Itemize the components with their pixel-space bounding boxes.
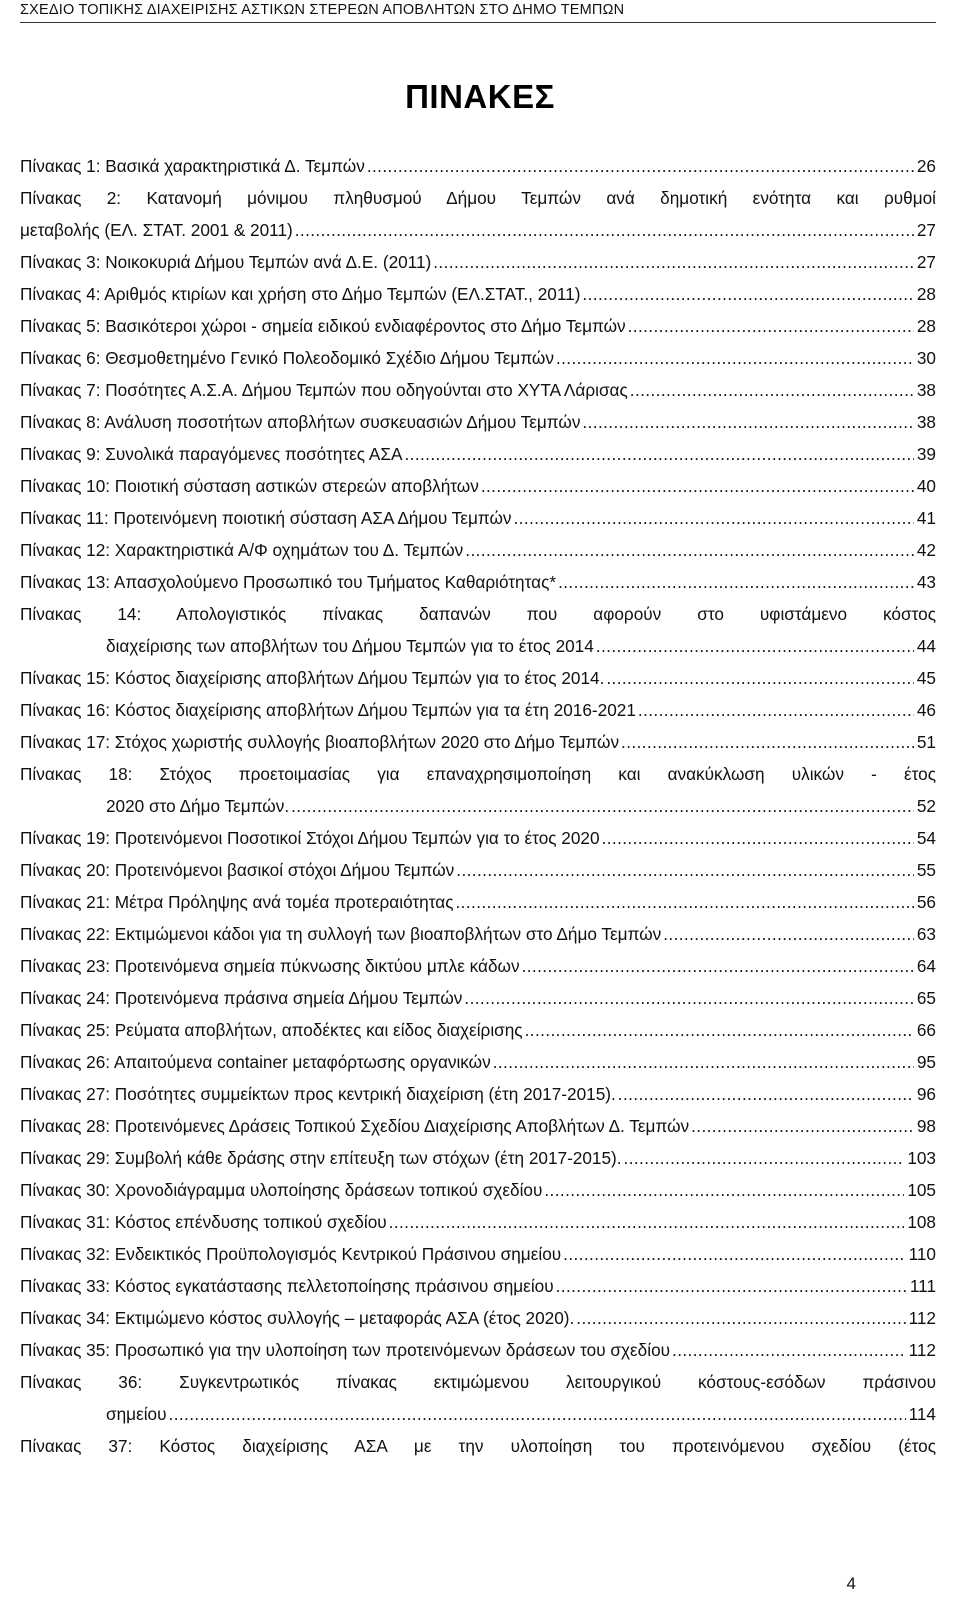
toc-entry[interactable] — [20, 1270, 936, 1302]
toc-entry[interactable] — [20, 470, 936, 502]
toc-entry[interactable] — [20, 950, 936, 982]
toc-entry-page: 66 — [916, 1020, 936, 1040]
toc-entry-text: Πίνακας 2: Κατανομή μόνιμου πληθυσμού Δήμου Τεμπών ανά δημοτική ενότητα και ρυθμοί — [20, 188, 936, 208]
dot-leader — [464, 982, 913, 1014]
toc-entry-page: 110 — [908, 1244, 936, 1264]
dot-leader — [389, 1206, 905, 1238]
toc-entry[interactable] — [20, 374, 936, 406]
toc-entry-page: 30 — [916, 348, 936, 368]
toc-entry-text: Πίνακας 8: Ανάλυση ποσοτήτων αποβλήτων συσκευασιών Δήμου Τεμπών — [20, 412, 581, 432]
table-of-tables — [20, 150, 936, 1462]
dot-leader — [525, 1014, 914, 1046]
dot-leader — [663, 918, 914, 950]
toc-entry-text: Πίνακας 27: Ποσότητες συμμείκτων προς κεντρική διαχείριση (έτη 2017-2015). — [20, 1084, 616, 1104]
dot-leader — [602, 822, 914, 854]
toc-entry[interactable] — [20, 278, 936, 310]
toc-entry-text: Πίνακας 32: Ενδεικτικός Προϋπολογισμός Κεντρικού Πράσινου σημείου — [20, 1244, 562, 1264]
dot-leader — [493, 1046, 914, 1078]
dot-leader — [465, 534, 914, 566]
toc-entry[interactable] — [20, 1334, 936, 1366]
toc-entry-text: Πίνακας 20: Προτεινόμενοι βασικοί στόχοι Δήμου Τεμπών — [20, 860, 455, 880]
dot-leader — [691, 1110, 914, 1142]
toc-entry-text: Πίνακας 12: Χαρακτηριστικά Α/Φ οχημάτων του Δ. Τεμπών — [20, 540, 464, 560]
toc-entry-page: 114 — [908, 1404, 936, 1424]
dot-leader — [563, 1238, 905, 1270]
toc-entry[interactable] — [20, 1238, 936, 1270]
toc-entry-text: Πίνακας 5: Βασικότεροι χώροι - σημεία ειδικού ενδιαφέροντος στο Δήμο Τεμπών — [20, 316, 626, 336]
toc-entry-page: 45 — [916, 668, 936, 688]
toc-entry-text: Πίνακας 34: Εκτιμώμενο κόστος συλλογής – μεταφοράς ΑΣΑ (έτος 2020). — [20, 1308, 575, 1328]
toc-entry-text: Πίνακας 11: Προτεινόμενη ποιοτική σύσταση ΑΣΑ Δήμου Τεμπών — [20, 508, 512, 528]
toc-entry[interactable] — [20, 1014, 936, 1046]
toc-entry-page: 46 — [916, 700, 936, 720]
toc-entry-text: μεταβολής (ΕΛ. ΣΤΑΤ. 2001 & 2011) — [20, 220, 293, 240]
toc-entry[interactable] — [20, 1366, 936, 1430]
toc-entry[interactable] — [20, 982, 936, 1014]
toc-entry[interactable] — [20, 822, 936, 854]
dot-leader — [456, 854, 914, 886]
toc-entry-text: διαχείρισης των αποβλήτων του Δήμου Τεμπών για το έτος 2014 — [106, 636, 594, 656]
toc-entry[interactable] — [20, 758, 936, 822]
toc-entry[interactable] — [20, 694, 936, 726]
toc-entry[interactable] — [20, 1174, 936, 1206]
toc-entry-page: 65 — [916, 988, 936, 1008]
dot-leader — [513, 502, 913, 534]
toc-entry-page: 26 — [916, 156, 936, 176]
toc-entry-page: 112 — [908, 1340, 936, 1360]
toc-entry[interactable] — [20, 1302, 936, 1334]
dot-leader — [621, 726, 914, 758]
toc-entry[interactable] — [20, 246, 936, 278]
toc-entry-text: Πίνακας 31: Κόστος επένδυσης τοπικού σχεδίου — [20, 1212, 387, 1232]
dot-leader — [367, 150, 914, 182]
toc-entry-page: 51 — [916, 732, 936, 752]
toc-entry[interactable] — [20, 726, 936, 758]
toc-entry-page: 52 — [916, 796, 936, 816]
toc-entry-text: Πίνακας 13: Απασχολούμενο Προσωπικό του Τμήματος Καθαριότητας* — [20, 572, 557, 592]
toc-entry[interactable] — [20, 534, 936, 566]
running-header: ΣΧΕΔΙΟ ΤΟΠΙΚΗΣ ΔΙΑΧΕΙΡΙΣΗΣ ΑΣΤΙΚΩΝ ΣΤΕΡΕΩΝ ΑΠΟΒΛΗΤΩΝ ΣΤΟ ΔΗΜΟ ΤΕΜΠΩΝ — [20, 2, 625, 18]
dot-leader — [582, 406, 913, 438]
toc-entry-page: 28 — [916, 284, 936, 304]
toc-entry-text: Πίνακας 25: Ρεύματα αποβλήτων, αποδέκτες και είδος διαχείρισης — [20, 1020, 523, 1040]
toc-entry-text: Πίνακας 19: Προτεινόμενοι Ποσοτικοί Στόχοι Δήμου Τεμπών για το έτος 2020 — [20, 828, 600, 848]
header-divider — [20, 22, 936, 23]
dot-leader — [404, 438, 913, 470]
toc-entry-text: Πίνακας 17: Στόχος χωριστής συλλογής βιοαποβλήτων 2020 στο Δήμο Τεμπών — [20, 732, 620, 752]
dot-leader — [576, 1302, 905, 1334]
dot-leader — [522, 950, 914, 982]
toc-entry-text: Πίνακας 15: Κόστος διαχείρισης αποβλήτων Δήμου Τεμπών για το έτος 2014. — [20, 668, 605, 688]
dot-leader — [672, 1334, 906, 1366]
toc-entry-page: 105 — [907, 1180, 936, 1200]
page-number: 4 — [846, 1574, 856, 1593]
toc-entry[interactable] — [20, 854, 936, 886]
toc-entry-page: 63 — [916, 924, 936, 944]
toc-entry-page: 40 — [916, 476, 936, 496]
toc-entry[interactable] — [20, 1078, 936, 1110]
toc-entry[interactable] — [20, 406, 936, 438]
toc-entry-text: Πίνακας 35: Προσωπικό για την υλοποίηση των προτεινόμενων δράσεων του σχεδίου — [20, 1340, 671, 1360]
toc-entry[interactable] — [20, 886, 936, 918]
dot-leader — [291, 790, 914, 822]
toc-entry-text: Πίνακας 1: Βασικά χαρακτηριστικά Δ. Τεμπών — [20, 156, 365, 176]
toc-entry[interactable] — [20, 1046, 936, 1078]
toc-entry[interactable] — [20, 502, 936, 534]
toc-entry-page: 103 — [907, 1148, 936, 1168]
toc-entry[interactable] — [20, 1430, 936, 1462]
toc-entry[interactable] — [20, 1206, 936, 1238]
dot-leader — [556, 1270, 907, 1302]
toc-entry-text: Πίνακας 33: Κόστος εγκατάστασης πελλετοποίησης πράσινου σημείου — [20, 1276, 554, 1296]
dot-leader — [596, 630, 914, 662]
toc-entry-text: Πίνακας 22: Εκτιμώμενοι κάδοι για τη συλλογή των βιοαποβλήτων στο Δήμο Τεμπών — [20, 924, 662, 944]
toc-entry-page: 95 — [916, 1052, 936, 1072]
toc-entry-text: Πίνακας 23: Προτεινόμενα σημεία πύκνωσης δικτύου μπλε κάδων — [20, 956, 520, 976]
dot-leader — [456, 886, 914, 918]
toc-entry-page: 56 — [916, 892, 936, 912]
toc-entry[interactable] — [20, 150, 936, 182]
toc-entry-page: 108 — [907, 1212, 936, 1232]
toc-entry-page: 111 — [909, 1276, 936, 1296]
toc-entry-text: Πίνακας 36: Συγκεντρωτικός πίνακας εκτιμώμενου λειτουργικού κόστους-εσόδων πράσινου — [20, 1372, 936, 1392]
dot-leader — [544, 1174, 904, 1206]
toc-entry-text: Πίνακας 3: Νοικοκυριά Δήμου Τεμπών ανά Δ.Ε. (2011) — [20, 252, 432, 272]
toc-entry-page: 55 — [916, 860, 936, 880]
dot-leader — [481, 470, 914, 502]
toc-entry[interactable] — [20, 1142, 936, 1174]
toc-entry[interactable] — [20, 1110, 936, 1142]
toc-entry-text: Πίνακας 9: Συνολικά παραγόμενες ποσότητες ΑΣΑ — [20, 444, 403, 464]
toc-entry-text: Πίνακας 4: Αριθμός κτιρίων και χρήση στο Δήμο Τεμπών (ΕΛ.ΣΤΑΤ., 2011) — [20, 284, 581, 304]
toc-entry-text: Πίνακας 24: Προτεινόμενα πράσινα σημεία Δήμου Τεμπών — [20, 988, 463, 1008]
page-title: ΠΙΝΑΚΕΣ — [405, 78, 555, 115]
toc-entry[interactable] — [20, 598, 936, 662]
toc-entry-text: Πίνακας 26: Απαιτούμενα container μεταφόρτωσης οργανικών — [20, 1052, 491, 1072]
toc-entry-text: Πίνακας 37: Κόστος διαχείρισης ΑΣΑ με την υλοποίηση του προτεινόμενου σχεδίου (έτος — [20, 1436, 936, 1456]
toc-entry-page: 27 — [916, 220, 936, 240]
toc-entry[interactable] — [20, 566, 936, 598]
toc-entry-page: 98 — [916, 1116, 936, 1136]
toc-entry-text: Πίνακας 16: Κόστος διαχείρισης αποβλήτων Δήμου Τεμπών για τα έτη 2016-2021 — [20, 700, 636, 720]
toc-entry[interactable] — [20, 662, 936, 694]
dot-leader — [606, 662, 914, 694]
toc-entry[interactable] — [20, 438, 936, 470]
toc-entry-page: 28 — [916, 316, 936, 336]
dot-leader — [628, 310, 914, 342]
dot-leader — [295, 214, 914, 246]
dot-leader — [558, 566, 914, 598]
toc-entry-page: 42 — [916, 540, 936, 560]
toc-entry-page: 27 — [916, 252, 936, 272]
dot-leader — [618, 1078, 914, 1110]
toc-entry-text: Πίνακας 21: Μέτρα Πρόληψης ανά τομέα προτεραιότητας — [20, 892, 454, 912]
toc-entry-text: Πίνακας 18: Στόχος προετοιμασίας για επαναχρησιμοποίηση και ανακύκλωση υλικών - έτος — [20, 764, 936, 784]
toc-entry-page: 44 — [916, 636, 936, 656]
toc-entry-page: 38 — [916, 380, 936, 400]
toc-entry[interactable] — [20, 918, 936, 950]
toc-entry-text: σημείου — [106, 1404, 167, 1424]
toc-entry-text: Πίνακας 30: Χρονοδιάγραμμα υλοποίησης δράσεων τοπικού σχεδίου — [20, 1180, 543, 1200]
toc-entry-page: 38 — [916, 412, 936, 432]
dot-leader — [169, 1398, 906, 1430]
toc-entry[interactable] — [20, 310, 936, 342]
toc-entry-text: Πίνακας 29: Συμβολή κάθε δράσης στην επίτευξη των στόχων (έτη 2017-2015). — [20, 1148, 622, 1168]
toc-entry-page: 64 — [916, 956, 936, 976]
toc-entry-text: 2020 στο Δήμο Τεμπών. — [106, 796, 290, 816]
dot-leader — [582, 278, 913, 310]
dot-leader — [433, 246, 914, 278]
dot-leader — [556, 342, 914, 374]
toc-entry-page: 112 — [908, 1308, 936, 1328]
toc-entry-page: 43 — [916, 572, 936, 592]
toc-entry-page: 54 — [916, 828, 936, 848]
toc-entry-text: Πίνακας 14: Απολογιστικός πίνακας δαπανών που αφορούν στο υφιστάμενο κόστος — [20, 604, 936, 624]
toc-entry[interactable] — [20, 342, 936, 374]
toc-entry-text: Πίνακας 10: Ποιοτική σύσταση αστικών στερεών αποβλήτων — [20, 476, 479, 496]
toc-entry-text: Πίνακας 7: Ποσότητες Α.Σ.Α. Δήμου Τεμπών που οδηγούνται στο ΧΥΤΑ Λάρισας — [20, 380, 628, 400]
toc-entry-page: 96 — [916, 1084, 936, 1104]
dot-leader — [630, 374, 914, 406]
dot-leader — [624, 1142, 905, 1174]
toc-entry-text: Πίνακας 6: Θεσμοθετημένο Γενικό Πολεοδομικό Σχέδιο Δήμου Τεμπών — [20, 348, 554, 368]
toc-entry-page: 39 — [916, 444, 936, 464]
toc-entry-page: 41 — [916, 508, 936, 528]
toc-entry-text: Πίνακας 28: Προτεινόμενες Δράσεις Τοπικού Σχεδίου Διαχείρισης Αποβλήτων Δ. Τεμπών — [20, 1116, 690, 1136]
dot-leader — [638, 694, 914, 726]
toc-entry[interactable] — [20, 182, 936, 246]
